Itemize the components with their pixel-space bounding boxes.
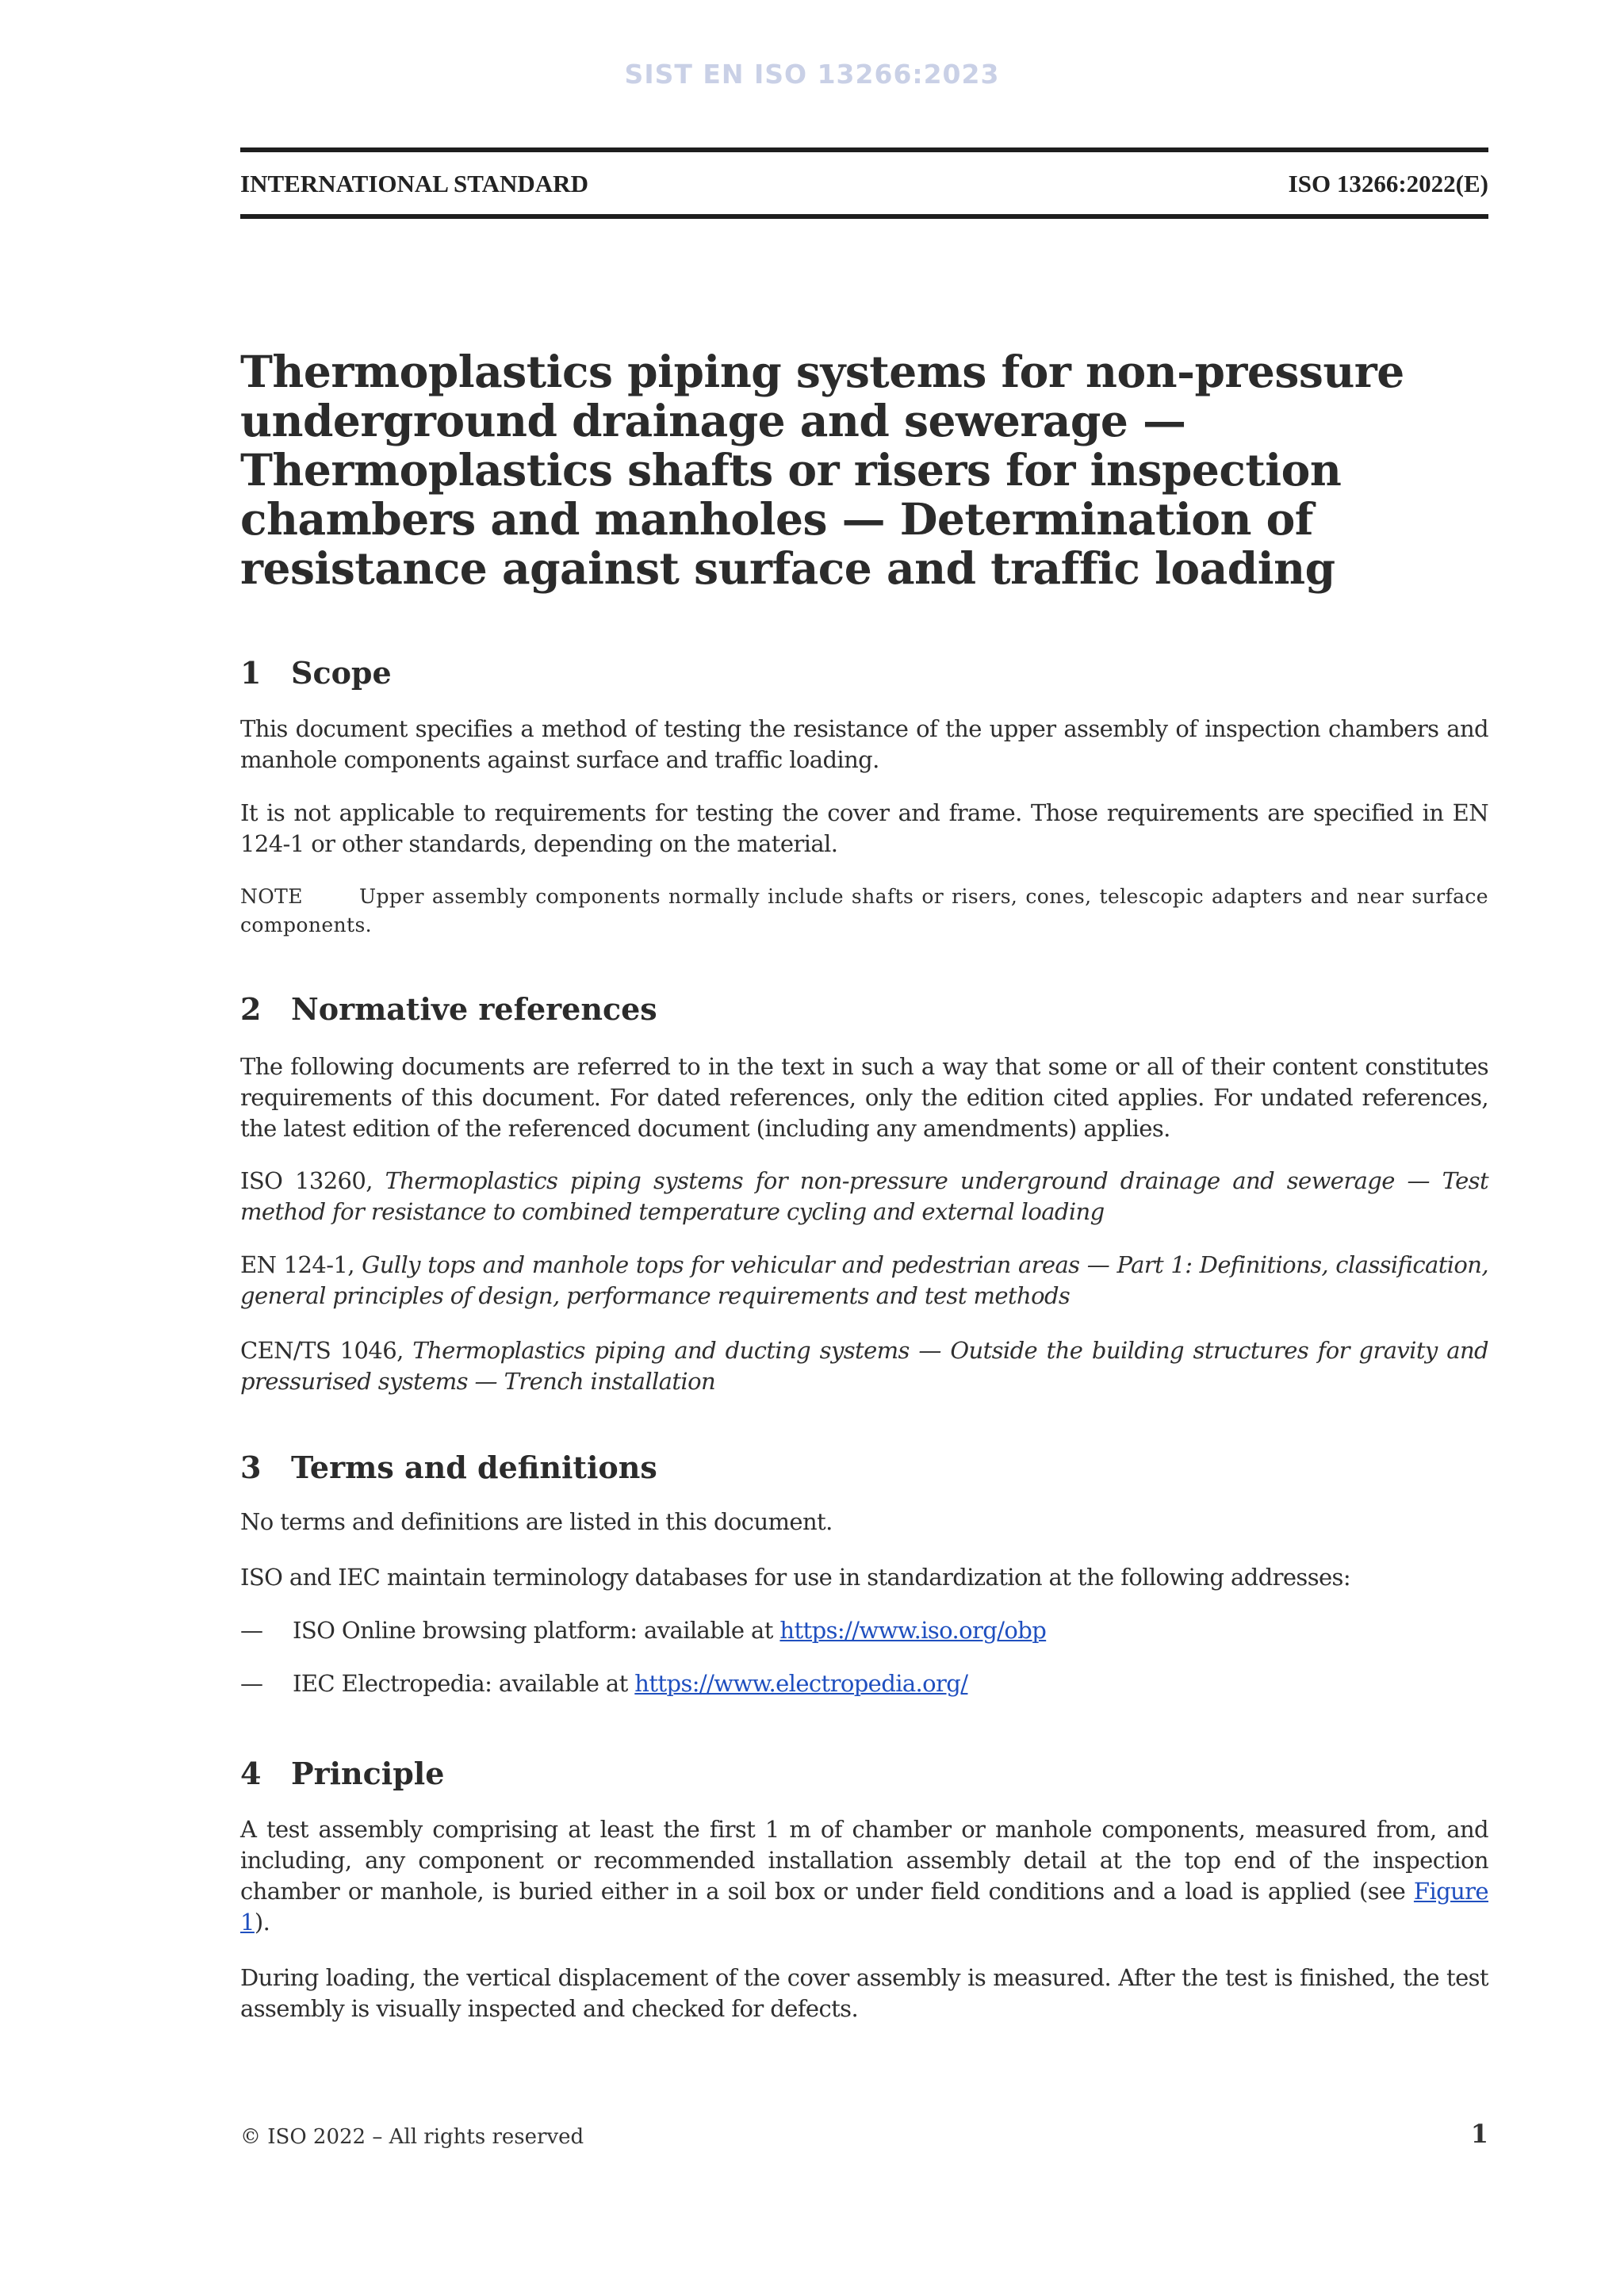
section-number: 4 xyxy=(240,1756,262,1791)
header-top-rule xyxy=(240,147,1488,152)
normative-intro: The following documents are referred to in the text in such a way that some or all of their content constitutes requirements of this document. For dated references, only the edition cited applies. For undated references, the latest edition of the referenced document (including any amendments) applies. xyxy=(240,1053,1488,1142)
terms-paragraph-1: No terms and definitions are listed in this document. xyxy=(240,1508,833,1535)
principle-paragraph-2: During loading, the vertical displacement of the cover assembly is measured. After the test is finished, the test assembly is visually inspected and checked for defects. xyxy=(240,1964,1488,2022)
principle-paragraph-1 xyxy=(240,1814,1488,1938)
reference-title: Thermoplastics piping systems for non-pressure underground drainage and sewerage — Test method for resistance to combined temperature cycling and external loading xyxy=(240,1167,1489,1225)
section-title: Normative references xyxy=(291,991,657,1027)
reference-title: Gully tops and manhole tops for vehicular and pedestrian areas — Part 1: Definitions, classification, general principles of design, performance requirements and test methods xyxy=(240,1251,1488,1309)
principle-text: A test assembly comprising at least the first 1 m of chamber or manhole components, measured from, and including, any component or recommended installation assembly detail at the top end of the inspection chamber or manhole, is buried either in a soil box or under field conditions and a load is applied (see xyxy=(240,1816,1488,1905)
reference-code: ISO 13260, xyxy=(240,1167,373,1194)
section-number: 1 xyxy=(240,655,262,691)
scope-paragraph-2: It is not applicable to requirements for testing the cover and frame. Those requirements are specified in EN 124-1 or other standards, depending on the material. xyxy=(240,799,1488,857)
note-label: NOTE xyxy=(240,885,303,908)
section-number: 3 xyxy=(240,1450,262,1485)
reference-item xyxy=(240,1166,1488,1227)
section-heading-normative-references xyxy=(240,991,657,1027)
iso-obp-link[interactable]: https://www.iso.org/obp xyxy=(779,1617,1047,1644)
terms-paragraph-2: ISO and IEC maintain terminology databases for use in standardization at the following addresses: xyxy=(240,1564,1350,1591)
scope-paragraph-1: This document specifies a method of testing the resistance of the upper assembly of inspection chambers and manhole components against surface and traffic loading. xyxy=(240,715,1488,773)
page-number: 1 xyxy=(1470,2119,1488,2149)
header-doc-type: INTERNATIONAL STANDARD xyxy=(240,170,588,197)
header-doc-number: ISO 13266:2022(E) xyxy=(1288,170,1488,197)
section-title: Principle xyxy=(291,1756,445,1791)
section-heading-terms xyxy=(240,1450,657,1485)
reference-item xyxy=(240,1335,1488,1397)
reference-code: CEN/TS 1046, xyxy=(240,1337,404,1364)
principle-text-end: ). xyxy=(254,1909,270,1936)
document-title: Thermoplastics piping systems for non-pressure underground drainage and sewerage — Thermoplastics shafts or risers for inspection chambers and manholes — Determination of resistance against surface and traffic loading xyxy=(240,346,1404,594)
figure-1-link[interactable]: Figure 1 xyxy=(240,1878,1488,1936)
section-heading-principle xyxy=(240,1756,444,1791)
electropedia-link[interactable]: https://www.electropedia.org/ xyxy=(634,1670,968,1697)
section-number: 2 xyxy=(240,991,262,1027)
section-title: Scope xyxy=(291,655,392,691)
note-text: Upper assembly components normally include shafts or risers, cones, telescopic adapters and near surface components. xyxy=(240,885,1488,936)
section-title: Terms and definitions xyxy=(291,1450,657,1485)
scope-note xyxy=(240,883,1488,940)
section-heading-scope xyxy=(240,655,392,691)
reference-code: EN 124-1, xyxy=(240,1251,354,1278)
bullet-text: IEC Electropedia: available at xyxy=(293,1670,635,1697)
terms-list-item xyxy=(240,1615,1488,1646)
reference-item xyxy=(240,1250,1488,1312)
watermark: SIST EN ISO 13266:2023 xyxy=(624,59,1000,90)
terms-list-item xyxy=(240,1668,1488,1699)
reference-title: Thermoplastics piping and ducting systems — Outside the building structures for gravity and pressurised systems — Trench installation xyxy=(240,1337,1488,1395)
footer-copyright: © ISO 2022 – All rights reserved xyxy=(240,2125,584,2149)
header-bottom-rule xyxy=(240,214,1488,219)
bullet-dash: — xyxy=(240,1617,263,1644)
bullet-dash: — xyxy=(240,1670,263,1697)
bullet-text: ISO Online browsing platform: available at xyxy=(293,1617,780,1644)
